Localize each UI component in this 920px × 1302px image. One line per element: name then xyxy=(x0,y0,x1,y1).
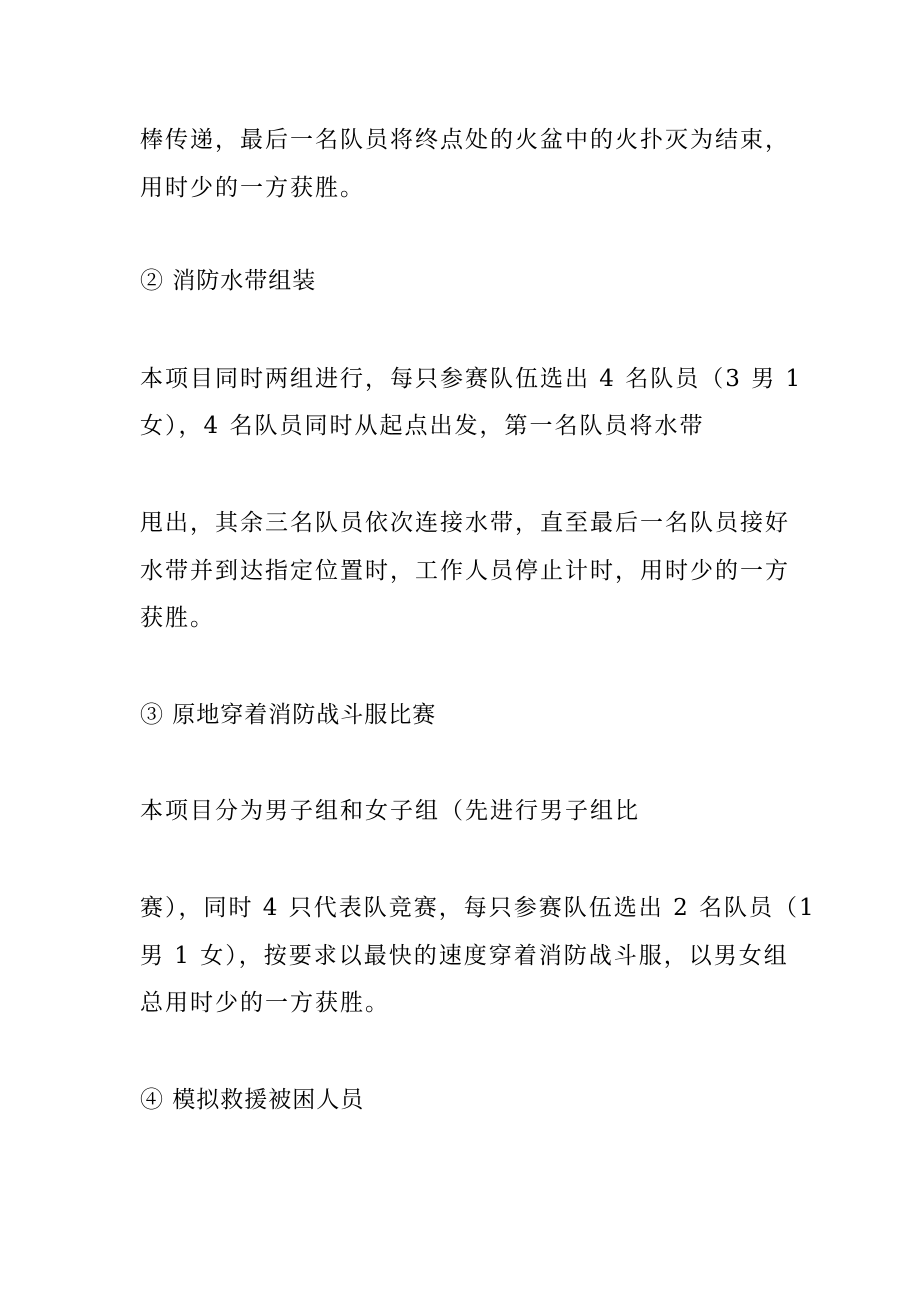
section-heading: ④ 模拟救援被困人员 xyxy=(140,1087,365,1113)
paragraph-line: 本项目同时两组进行，每只参赛队伍选出 4 名队员（3 男 1 xyxy=(140,366,803,392)
paragraph-line: 获胜。 xyxy=(140,605,215,631)
paragraph-line: 赛），同时 4 只代表队竞赛，每只参赛队伍选出 2 名队员（1 xyxy=(140,895,816,921)
paragraph-line: 男 1 女），按要求以最快的速度穿着消防战斗服，以男女组 xyxy=(140,943,789,969)
section-heading: ② 消防水带组装 xyxy=(140,268,317,294)
paragraph-line: 用时少的一方获胜。 xyxy=(140,175,365,201)
paragraph-line: 甩出，其余三名队员依次连接水带，直至最后一名队员接好 xyxy=(140,510,790,536)
paragraph-line: 本项目分为男子组和女子组（先进行男子组比 xyxy=(140,798,640,824)
paragraph-line: 棒传递，最后一名队员将终点处的火盆中的火扑灭为结束， xyxy=(140,127,790,153)
paragraph-line: 女），4 名队员同时从起点出发，第一名队员将水带 xyxy=(140,413,705,439)
section-heading: ③ 原地穿着消防战斗服比赛 xyxy=(140,702,437,728)
paragraph-line: 总用时少的一方获胜。 xyxy=(140,990,390,1016)
paragraph-line: 水带并到达指定位置时，工作人员停止计时，用时少的一方 xyxy=(140,558,790,584)
